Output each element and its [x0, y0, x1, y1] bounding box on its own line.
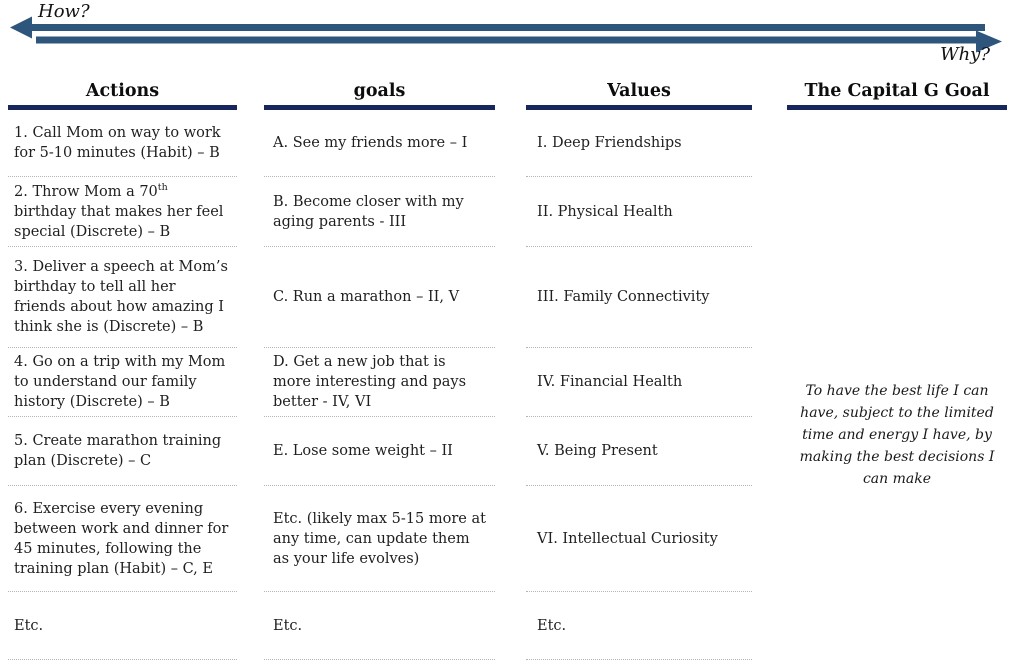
how-axis-label: How?: [38, 1, 90, 22]
arrow-left-head: [10, 17, 32, 39]
goal-item-c: [264, 247, 495, 348]
value-item-6: [526, 486, 752, 592]
column-header-values-label: Values: [607, 81, 671, 101]
action-item-6-text: 6. Exercise every evening between work and dinner for 45 minutes, following the training plan (Habit) – C, E: [14, 500, 229, 577]
goal-item-etc-text: Etc.: [273, 617, 303, 634]
why-axis-label: Why?: [940, 44, 990, 65]
value-item-2: [526, 177, 752, 247]
goal-item-d-text: D. Get a new job that is more interesting and pays better - IV, VI: [273, 354, 467, 410]
action-item-2-superscript: th: [157, 181, 168, 193]
action-item-5: [8, 417, 237, 486]
goal-item-e-text: E. Lose some weight – II: [273, 443, 453, 459]
how-why-axis-arrows: [0, 0, 1024, 70]
action-item-2-pre: 2. Throw Mom a 70: [14, 183, 158, 200]
value-item-etc: [526, 592, 752, 660]
action-item-1-text: 1. Call Mom on way to work for 5-10 minutes (Habit) – B: [14, 125, 221, 161]
goal-item-etc: [264, 592, 495, 660]
value-item-4-text: IV. Financial Health: [537, 374, 683, 390]
goal-item-d: [264, 348, 495, 417]
column-header-capital-g-goal-label: The Capital G Goal: [804, 81, 990, 101]
goal-item-c-text: C. Run a marathon – II, V: [273, 289, 460, 305]
value-item-3: [526, 247, 752, 348]
arrow-left-shaft: [30, 24, 985, 31]
goal-item-etc-note-text: Etc. (likely max 5-15 more at any time, can update them as your life evolves): [273, 510, 486, 567]
action-item-3: [8, 247, 237, 348]
goal-item-a-text: A. See my friends more – I: [273, 135, 468, 151]
goal-item-b: [264, 177, 495, 247]
goal-item-e: [264, 417, 495, 486]
arrow-right-shaft: [36, 37, 977, 44]
value-item-etc-text: Etc.: [537, 617, 567, 634]
action-item-etc-text: Etc.: [14, 617, 44, 634]
action-item-6: [8, 486, 237, 592]
column-header-actions-label: Actions: [85, 81, 160, 101]
action-item-5-text: 5. Create marathon training plan (Discrete) – C: [14, 433, 222, 469]
action-item-2-post: birthday that makes her feel special (Discrete) – B: [14, 203, 224, 240]
column-header-values: [526, 79, 752, 110]
goal-item-etc-note: [264, 486, 495, 592]
value-item-1: [526, 110, 752, 177]
action-item-3-text: 3. Deliver a speech at Mom’s birthday to tell all her friends about how amazing I think she is (Discrete) – B: [14, 259, 228, 335]
column-header-goals-label: goals: [353, 81, 406, 101]
value-item-3-text: III. Family Connectivity: [537, 289, 710, 305]
action-item-4: [8, 348, 237, 417]
column-header-capital-g-goal: [787, 79, 1007, 110]
action-item-2-text: [14, 182, 229, 242]
value-item-5: [526, 417, 752, 486]
capital-g-goal-text: To have the best life I can have, subject to the limited time and energy I have, by making the best decisions I can make: [799, 383, 995, 487]
value-item-1-text: I. Deep Friendships: [537, 135, 682, 151]
value-item-2-text: II. Physical Health: [537, 203, 673, 220]
value-item-5-text: V. Being Present: [537, 443, 658, 459]
goal-item-a: [264, 110, 495, 177]
actions-goals-values-table: [0, 110, 1024, 660]
column-header-goals: [264, 79, 495, 110]
action-item-4-text: 4. Go on a trip with my Mom to understand our family history (Discrete) – B: [14, 354, 226, 410]
column-header-actions: [8, 79, 237, 110]
goal-item-b-text: B. Become closer with my aging parents - III: [273, 193, 464, 230]
value-item-6-text: VI. Intellectual Curiosity: [537, 530, 718, 547]
action-item-1: [8, 110, 237, 177]
action-item-2: [8, 177, 237, 247]
action-item-etc: [8, 592, 237, 660]
capital-g-goal-cell: [787, 110, 1007, 660]
value-item-4: [526, 348, 752, 417]
